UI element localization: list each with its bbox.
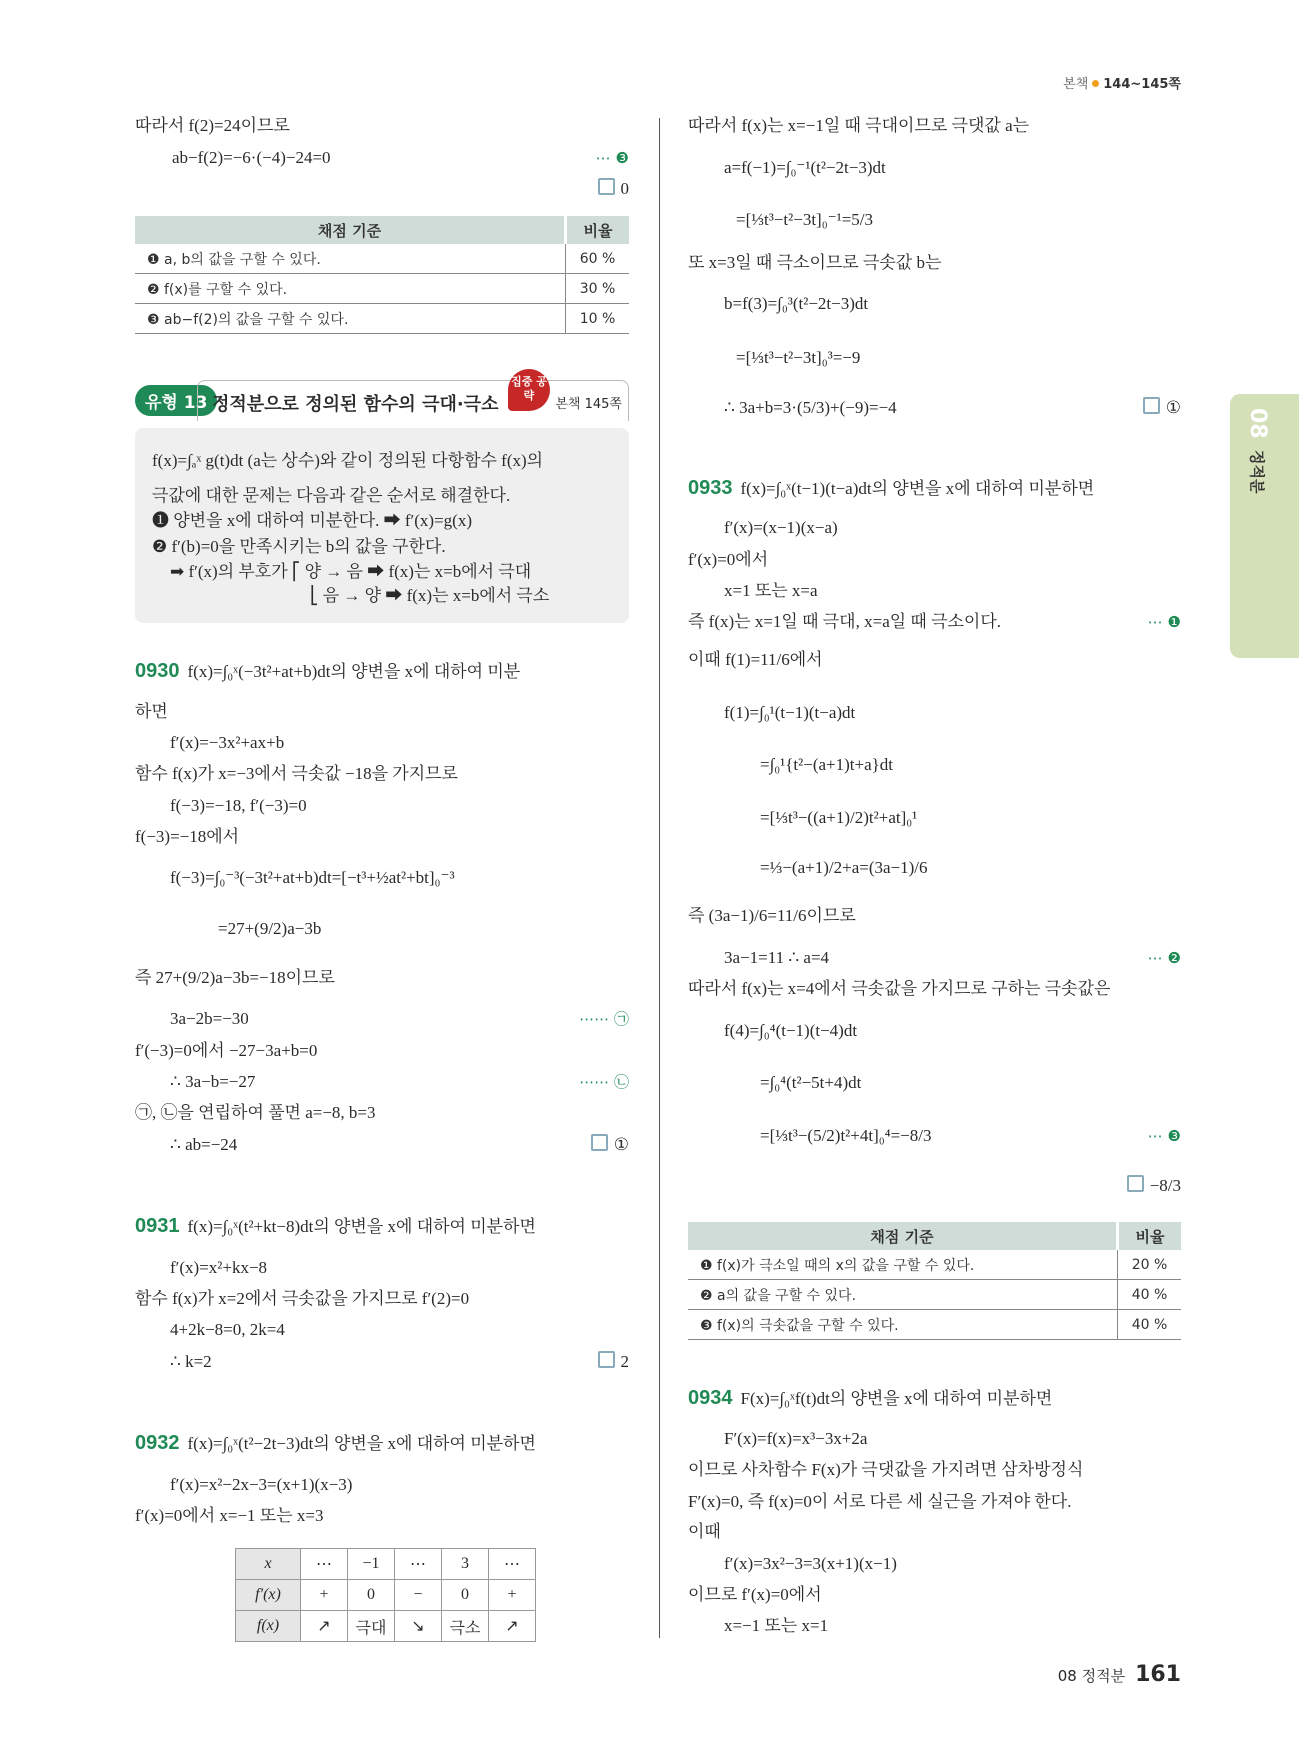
criteria-header: 비율 [1118,1222,1182,1250]
line-text: F(x)=∫₀ˣf(t)dt의 양변을 x에 대하여 미분하면 [740,1389,1053,1408]
text-line [135,967,335,989]
line-text: f(−3)=−18에서 [135,827,240,846]
criteria-row [135,274,629,304]
text-line [724,157,886,179]
text-line [218,918,321,940]
problem-number: 0931 [135,1215,180,1237]
sign-row [236,1549,536,1580]
criteria-text: ❸ ab−f(2)의 값을 구할 수 있다. [135,304,566,334]
sign-cell: 0 [442,1580,489,1611]
line-text: 3a−1=11 ∴ a=4 [724,948,830,967]
line-text: ❷ f′(b)=0을 만족시키는 b의 값을 구한다. [152,537,446,556]
text-line [736,347,860,369]
text-line [170,795,307,817]
answer [591,1134,629,1156]
sign-cell: ⋯ [301,1549,348,1580]
text-line [760,1125,932,1147]
text-line [760,1072,861,1094]
text-line [135,660,520,682]
sign-cell: ↗ [301,1611,348,1642]
criteria-table-left [135,216,629,334]
text-line [688,611,1001,633]
text-line [135,826,239,848]
line-text: 이므로 f′(x)=0에서 [688,1585,822,1604]
criteria-row [688,1280,1181,1310]
line-text: ∴ ab=−24 [170,1135,238,1154]
sign-row [236,1580,536,1611]
step-marker: ⋯ ❶ [1147,613,1181,631]
text-line [170,1474,352,1496]
answer [598,1351,630,1373]
line-text: F′(x)=f(x)=x³−3x+2a [724,1429,868,1448]
line-text: 3a−2b=−30 [170,1009,249,1028]
sign-cell: 0 [348,1580,395,1611]
text-line [170,1134,237,1156]
step-marker: ⋯⋯ ㉡ [579,1073,629,1091]
line-text: 이때 f(1)=11/6에서 [688,650,823,669]
line-text: f(−3)=−18, f′(−3)=0 [170,796,307,815]
text-line [724,1428,867,1450]
line-text: a=f(−1)=∫₀⁻¹(t²−2t−3)dt [724,158,886,177]
step-marker: ⋯ ❷ [1147,949,1181,967]
text-line [170,1008,249,1030]
type-title-box [197,375,629,421]
line-text: 또 x=3일 때 극소이므로 극솟값 b는 [688,253,942,272]
criteria-table-right [688,1222,1181,1340]
text-line [724,947,829,969]
line-text: ⎣ 음 → 양 ➡ f(x)는 x=b에서 극소 [310,586,550,605]
line-text: =[⅓t³−(5/2)t²+4t]₀⁴=−8/3 [760,1126,932,1145]
line-text: 함수 f(x)가 x=−3에서 극솟값 −18을 가지므로 [135,764,458,783]
text-line [135,1288,469,1310]
sign-cell: f(x) [236,1611,301,1642]
line-text: =⅓−(a+1)/2+a=(3a−1)/6 [760,858,928,877]
line-text: f(x)=∫₀ˣ(t−1)(t−a)dt의 양변을 x에 대하여 미분하면 [740,479,1095,498]
criteria-ratio: 30 % [566,274,630,304]
criteria-header: 비율 [566,216,630,244]
line-text: f(4)=∫₀⁴(t−1)(t−4)dt [724,1021,858,1040]
line-text: =[⅓t³−t²−3t]₀³=−9 [736,348,861,367]
text-line [724,397,897,419]
line-text: f(x)=∫₀ˣ(−3t²+at+b)dt의 양변을 x에 대하여 미분 [187,662,521,681]
text-line [170,1257,267,1279]
line-text: ∴ 3a−b=−27 [170,1072,256,1091]
text-line [724,1553,897,1575]
type-badge: 유형 13 [135,385,217,416]
sign-table [235,1548,536,1642]
text-line [172,147,331,169]
problem-number: 0930 [135,660,180,682]
sign-cell: ↗ [489,1611,536,1642]
header-book: 본책 [1063,77,1089,92]
line-text: 따라서 f(2)=24이므로 [135,116,290,135]
text-line [760,857,928,879]
text-line [152,450,543,472]
text-line [170,1071,255,1093]
criteria-text: ❶ a, b의 값을 구할 수 있다. [135,244,566,274]
answer-value: ① [613,1135,629,1154]
criteria-ratio: 10 % [566,304,630,334]
page-header [1063,73,1181,92]
answer-value: 2 [620,1352,629,1371]
type-ref: 본책 145쪽 [555,397,622,412]
text-line [135,763,458,785]
text-line [310,585,549,607]
text-line [724,1020,857,1042]
text-line [688,549,768,571]
line-text: f(x)=∫₀ˣ(t²+kt−8)dt의 양변을 x에 대하여 미분하면 [187,1217,536,1236]
line-text: ➡ f′(x)의 부호가 ⎡ 양 → 음 ➡ f(x)는 x=b에서 극대 [170,562,532,581]
text-line [135,701,168,723]
type-header [135,375,629,422]
line-text: 즉 27+(9/2)a−3b=−18이므로 [135,968,335,987]
sign-cell: ⋯ [395,1549,442,1580]
sign-cell: x [236,1549,301,1580]
footer-chapter: 08 정적분 [1057,1667,1126,1685]
text-line [688,649,823,671]
sign-cell: f′(x) [236,1580,301,1611]
step-marker: ⋯ ❸ [1147,1127,1181,1145]
text-line [688,252,941,274]
text-line [760,807,917,829]
sign-cell: 3 [442,1549,489,1580]
line-text: 즉 (3a−1)/6=11/6이므로 [688,906,856,925]
criteria-ratio: 60 % [566,244,630,274]
text-line [170,561,531,583]
line-text: 따라서 f(x)는 x=4에서 극솟값을 가지므로 구하는 극솟값은 [688,979,1111,998]
text-line [688,1459,1083,1481]
criteria-row [688,1250,1181,1280]
text-line [688,477,1094,499]
sign-cell: 극소 [442,1611,489,1642]
text-line [688,115,1029,137]
criteria-text: ❷ a의 값을 구할 수 있다. [688,1280,1118,1310]
criteria-ratio: 40 % [1118,1310,1182,1340]
criteria-text: ❷ f(x)를 구할 수 있다. [135,274,566,304]
text-line [170,867,455,889]
type-title: 정적분으로 정의된 함수의 극대·극소 [212,394,499,415]
line-text: 따라서 f(x)는 x=−1일 때 극대이므로 극댓값 a는 [688,116,1030,135]
text-line [135,1505,324,1527]
line-text: f′(x)=3x²−3=3(x+1)(x−1) [724,1554,897,1573]
chapter-side-tab[interactable] [1230,394,1299,658]
sign-cell: ↘ [395,1611,442,1642]
sign-cell: + [301,1580,348,1611]
criteria-ratio: 40 % [1118,1280,1182,1310]
line-text: =[⅓t³−((a+1)/2)t²+at]₀¹ [760,808,918,827]
line-text: =∫₀⁴(t²−5t+4)dt [760,1073,862,1092]
line-text: x=1 또는 x=a [724,581,818,600]
line-text: =∫₀¹{t²−(a+1)t+a}dt [760,755,894,774]
line-text: ❶ 양변을 x에 대하여 미분한다. ➡ f′(x)=g(x) [152,511,473,530]
line-text: f(−3)=∫₀⁻³(−3t²+at+b)dt=[−t³+½at²+bt]₀⁻³ [170,868,455,887]
text-line [688,1584,822,1606]
answer-icon [598,1351,615,1368]
text-line [152,536,446,558]
line-text: 이때 [688,1522,721,1541]
line-text: f′(x)=0에서 [688,550,769,569]
text-line [688,978,1110,1000]
line-text: f′(x)=(x−1)(x−a) [724,518,838,537]
column-divider [659,118,660,1638]
text-line [688,1491,1071,1513]
text-line [170,1351,212,1373]
line-text: f′(x)=x²+kx−8 [170,1258,268,1277]
sign-cell: −1 [348,1549,395,1580]
answer [1127,1175,1181,1197]
chapter-number: 08 [1245,408,1270,439]
answer [598,178,630,200]
text-line [724,1615,828,1637]
line-text: ab−f(2)=−6·(−4)−24=0 [172,148,331,167]
line-text: =27+(9/2)a−3b [218,919,322,938]
line-text: F′(x)=0, 즉 f(x)=0이 서로 다른 세 실근을 가져야 한다. [688,1492,1072,1511]
line-text: f′(−3)=0에서 −27−3a+b=0 [135,1041,318,1060]
line-text: 이므로 사차함수 F(x)가 극댓값을 가지려면 삼차방정식 [688,1460,1084,1479]
line-text: 4+2k−8=0, 2k=4 [170,1320,285,1339]
criteria-text: ❸ f(x)의 극솟값을 구할 수 있다. [688,1310,1118,1340]
criteria-row [135,244,629,274]
criteria-row [688,1310,1181,1340]
criteria-text: ❶ f(x)가 극소일 때의 x의 값을 구할 수 있다. [688,1250,1118,1280]
text-line [724,293,868,315]
line-text: 하면 [135,702,168,721]
answer-icon [1143,397,1160,414]
header-pages: 144~145쪽 [1103,77,1181,92]
sign-cell: − [395,1580,442,1611]
dot-icon [1092,80,1099,87]
text-line [170,732,284,754]
text-line [688,905,856,927]
line-text: =[⅓t³−t²−3t]₀⁻¹=5/3 [736,210,874,229]
text-line [135,1102,376,1124]
text-line [152,510,472,532]
sign-cell: ⋯ [489,1549,536,1580]
criteria-header: 채점 기준 [135,216,566,244]
criteria-row [135,304,629,334]
line-text: f′(x)=0에서 x=−1 또는 x=3 [135,1506,324,1525]
answer-icon [1127,1175,1144,1192]
answer-value: −8/3 [1149,1176,1181,1195]
page-number: 161 [1135,1662,1181,1687]
sign-cell: + [489,1580,536,1611]
answer [1143,397,1181,419]
line-text: 즉 f(x)는 x=1일 때 극대, x=a일 때 극소이다. [688,612,1002,631]
line-text: f(x)=∫₀ˣ(t²−2t−3)dt의 양변을 x에 대하여 미분하면 [187,1434,536,1453]
problem-number: 0933 [688,477,733,499]
line-text: f′(x)=x²−2x−3=(x+1)(x−3) [170,1475,353,1494]
text-line [135,1215,536,1237]
answer-icon [591,1134,608,1151]
text-line [170,1319,285,1341]
text-line [135,1432,536,1454]
sign-row [236,1611,536,1642]
step-marker: ⋯⋯ ㉠ [579,1010,629,1028]
text-line [135,1040,317,1062]
chapter-label: 정적분 [1248,450,1266,494]
answer-value: ① [1165,398,1181,417]
text-line [736,209,873,231]
text-line [688,1387,1052,1409]
line-text: x=−1 또는 x=1 [724,1616,829,1635]
line-text: f′(x)=−3x²+ax+b [170,733,285,752]
answer-icon [598,178,615,195]
text-line [688,1521,721,1543]
text-line [760,754,893,776]
line-text: ㉠, ㉡을 연립하여 풀면 a=−8, b=3 [135,1103,376,1122]
sign-cell: 극대 [348,1611,395,1642]
line-text: f(1)=∫₀¹(t−1)(t−a)dt [724,703,856,722]
line-text: b=f(3)=∫₀³(t²−2t−3)dt [724,294,869,313]
step-marker: ⋯ ❸ [595,149,629,167]
focus-badge: 집중 공략 [508,369,550,411]
line-text: ∴ 3a+b=3·(5/3)+(−9)=−4 [724,398,897,417]
text-line [152,485,510,507]
line-text: 극값에 대한 문제는 다음과 같은 순서로 해결한다. [152,486,511,505]
criteria-ratio: 20 % [1118,1250,1182,1280]
page-footer [1058,1662,1181,1687]
criteria-header: 채점 기준 [688,1222,1118,1250]
problem-number: 0932 [135,1432,180,1454]
text-line [135,115,290,137]
problem-number: 0934 [688,1387,733,1409]
line-text: ∴ k=2 [170,1352,212,1371]
line-text: f(x)=∫ₐˣ g(t)dt (a는 상수)와 같이 정의된 다항함수 f(x)의 [152,451,544,470]
text-line [724,702,855,724]
line-text: 함수 f(x)가 x=2에서 극솟값을 가지므로 f′(2)=0 [135,1289,470,1308]
text-line [724,517,838,539]
answer-value: 0 [620,179,629,198]
text-line [724,580,818,602]
